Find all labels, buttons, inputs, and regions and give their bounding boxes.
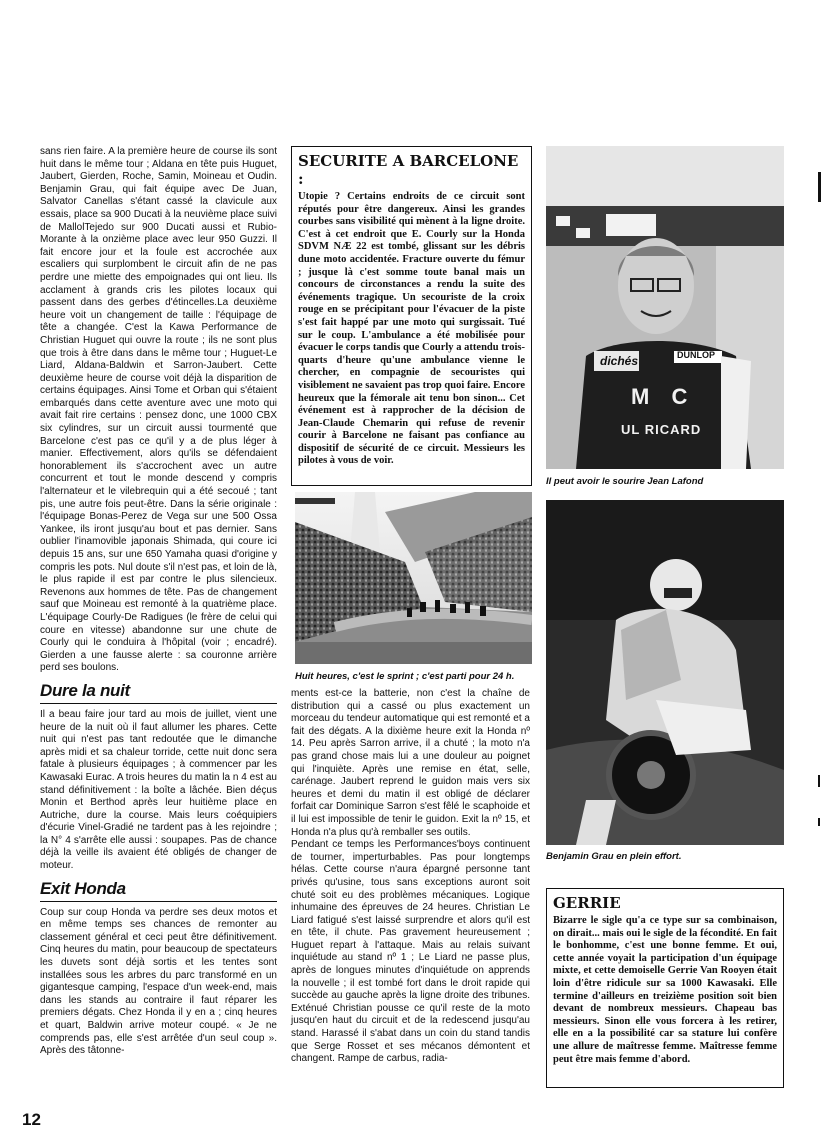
bib-text: dichés (600, 354, 639, 368)
section-title-dure-la-nuit: Dure la nuit (40, 680, 130, 700)
column-2-text-2: Pendant ce temps les Performances'boys continuent de tourner, imperturbables. Pas pour longtemps hélas. Cette course n'aura épargné personne tant privés qu'usine, tous sans exceptions auront soit chuté soit eu des problèmes mécaniques. Logique inhumaine des épreuves de 24 heures. Christian Le Liard fatigué s'est laissé surprendre et alors qu'il est en tête, il chute. Pas gravement heureusement ; Huguet repart à l'attaque. Mais au relais suivant inquiétude au stand nº 1 ; Le Liard ne passe plus, après de longues minutes d'inquiétude on apprends la nouvelle ; il est tombé fort dans le droit rapide qui succède au gauche après la ligne droite des tribunes. Exténué Christian pousse ce qu'il reste de la moto jusqu'en haut du circuit et de la redescend jusqu'au stand. Harassé il s'abat dans un coin du stand tandis que Serge Rosset et ses mécanos démontent et changent. Rampe de carbus, radia- (291, 839, 530, 1065)
rider-illustration (546, 500, 784, 845)
gerrie-box-title: GERRIE (553, 894, 621, 912)
column-1 (40, 146, 277, 1058)
photo-sprint (295, 492, 532, 664)
gerrie-box-text: Bizarre le sigle qu'a ce type sur sa combinaison, on dirait... mais oui le sigle de la fécondité. En fait le bonhomme, c'est une bonne femme. Et oui, cette année voyait la participation d'un équipage mixte, et cette demoiselle Gerrie Van Rooyen était loin d'être ridicule sur sa 1000 Kawasaki. Elle termine d'ailleurs en treizième position soit bien devant de nombreux messieurs. Chapeau bas messieurs. Sinon elle vous forcera à les retirer, elle en a la possibilité car sa stature lui confère une allure de maîtresse femme. Maîtresse femme peut être mais femme d'abord. (553, 915, 777, 1065)
caption-grau: Benjamin Grau en plein effort. (546, 851, 682, 862)
edge-mark (818, 172, 821, 202)
edge-mark (818, 775, 820, 787)
section-rule (40, 703, 277, 704)
photo-grau (546, 500, 784, 845)
caption-lafond: Il peut avoir le sourire Jean Lafond (546, 476, 704, 487)
sponsor-text: DUNLOP (677, 350, 715, 360)
section-rule (40, 901, 277, 902)
intro-paragraph: sans rien faire. A la première heure de course ils sont huit dans le même tour ; Aldana en tête puis Huguet, Jaubert, Gierden, Roche, Samin, Moineau et Oudin. Benjamin Grau, qui fait équipe avec De Juan, Salvator Canellas s'étant cassé la clavicule aux essais, place sa 900 Ducati à la neuvième place suivi de MallolTejedo sur 900 Ducati aussi et Rubio-Morante à la onzième place avec leur 950 Guzzi. Il fait encore jour et la foule est accrochée aux escaliers qui surplombent le circuit afin de ne pas perdre une miette des empoignades qui ont lieu. Ils acclament à grands cris les pilotes locaux qui passent dans des gerbes d'étincelles.La deuxième heure voit un changement de taille : l'équipage de tête a changée. C'est la Kawa Performance de Christian Huguet qui ouvre la route ; ils ne sont plus que trois à être dans dans le même tour ; Huguet-Le Liard, Aldana-Baldwin et Sarron-Jaubert. Cette deuxième heure de course voit déjà la disparition de certains équipages. Ainsi Tome et Orban qui s'étaient embarqués dans cette aventure avec une moto qui avait fait rire certains : pensez donc, une 1000 CBX six cylindres, sur un circuit aussi tourmenté que Barcelone c'est pas ce qu'il y a de plus léger à manier. Effectivement, alors qu'ils se défendaient honorablement ils s'accrochent avec un autre concurrent et tout le monde descend y compris l'alternateur et le vilebrequin qui a été secoué ; tant pis, une autre fois peut-être. Dans la série originale : l'équipage Bonas-Perez de Vega sur une 500 Ossa Yankee, ils iront jusqu'au bout et pas dernier. Sans oublier l'inamovible japonais Shimada, qui coure ici depuis 15 ans, sur une 650 Yamaha quasi d'origine y compris les pots. Nul doute s'il n'est pas, et loin de là, le plus rapide il est par contre le plus silencieux. Revenons aux hommes de tête. Pas de changement sauf que Moineau est remonté à la quatrième place. L'équipage Courly-De Radigues (le frère de celui qui coure en vitesse) abandonne sur une chute de Courly qui le conduira à l'hôpital (voir ; encadré). Gierden a une fausse alerte : sa couronne arrière perd ses boulons. (40, 146, 277, 674)
column-2 (291, 688, 530, 1066)
section-exit-honda-text: Coup sur coup Honda va perdre ses deux motos et en même temps ses chances de remonter au classement général et ceci peut être définitivement. Cinq heures du matin, pour beaucoup de spectateurs les duvets sont déjà sortis et les tentes sont installées sous les arbres du parc transformé en un gigantesque camping, l'espace d'un week-end, mais dans les stands au contraire il faut réparer les premiers dégats. Chez Honda il y en a ; cinq heures et quart, Baldwin arrive moteur coupé. « Je ne comprends pas, elle s'est arrêtée d'un seul coup ». Après des tâtonne- (40, 906, 277, 1057)
column-2-text: ments est-ce la batterie, non c'est la chaîne de distribution qui a cassé ou plus exactement un morceau du tendeur automatique qui est remonté et a fait des dégats. A la dixième heure exit la Honda nº 14. Peu après Sarron arrive, il a chuté ; la moto n'a pas grand chose mais lui a une douleur au poignet qui l'inquiète. Après une remise en état, selle, carénage. Jaubert reprend le guidon mais vers six heures et demi du matin il est obligé de déclarer forfait car Dominique Sarron s'est fêlé le scaphoide et il lui est impossible de tenir le guidon. Exit la nº 15, et Honda n'a plus qu'à remballer ses outils. (291, 688, 530, 838)
section-dure-la-nuit-text: Il a beau faire jour tard au mois de juillet, vient une heure de la nuit où il faut allumer les phares. Cette nuit qui n'est pas tant redoutée que le dimanche après midi et sa chaleur torride, cette nuit donc sera fatale à plusieurs équipages ; à commencer par les Kawasaki Eurac. A trois heures du matin la n 4 est au stand définitivement : la boîte a lâchée. Bien déçus Monin et Berthod après leur huitième place en Autriche, dure la course. Mais leurs coéquipiers d'écurie Vinel-Gradié ne tardent pas à les rejoindre ; la N° 4 s'arrête elle aussi : soupapes. Pas de chance déjà la veille ils avaient été obligés de changer de moteur. (40, 708, 277, 872)
page-number: 12 (22, 1110, 41, 1129)
leathers-letters: M C (631, 384, 696, 409)
crowd-illustration (295, 492, 532, 664)
leathers-name: UL RICARD (621, 422, 702, 437)
photo-lafond (546, 146, 784, 469)
securite-box-text: Utopie ? Certains endroits de ce circuit sont réputés pour être dangereux. Ainsi les grandes courbes sans visibilité qui mènent à la ligne droite. C'est à cet endroit que E. Courly sur la Honda SDVM NÆ 22 est tombé, glissant sur les débris dune moto accidentée. Fracture ouverte du fémur ; jusque là c'est somme toute banal mais un concours de circonstances a rendu la suite des événements tragique. Un secouriste de la croix rouge en se précipitant pour l'évacuer de la piste s'est fait happé par une moto qui surgissait. Tué sur le coup. L'ambulance a été mobilisée pour évacuer le corps tandis que Courly a attendu trois-quarts d'heure qu'une ambulance vienne le chercher, en compagnie de secouristes qui visiblement ne savaient pas trop quoi faire. Encore heureux que la fémorale ait tenu bon sinon... Cet événement est à rapprocher de la décision de Jean-Claude Chemarin qui refuse de revenir courir à Barcelone ne faisant pas confiance au dispositif de sécurité de ce circuit. Messieurs les pilotes à vous de voir. (298, 191, 525, 467)
caption-sprint: Huit heures, c'est le sprint ; c'est parti pour 24 h. (295, 671, 515, 682)
portrait-illustration (546, 146, 784, 469)
securite-box-title: SECURITE A BARCELONE : (298, 152, 519, 188)
edge-mark (818, 818, 820, 826)
section-title-exit-honda: Exit Honda (40, 878, 126, 898)
gerrie-box (546, 888, 784, 1088)
securite-box (291, 146, 532, 486)
